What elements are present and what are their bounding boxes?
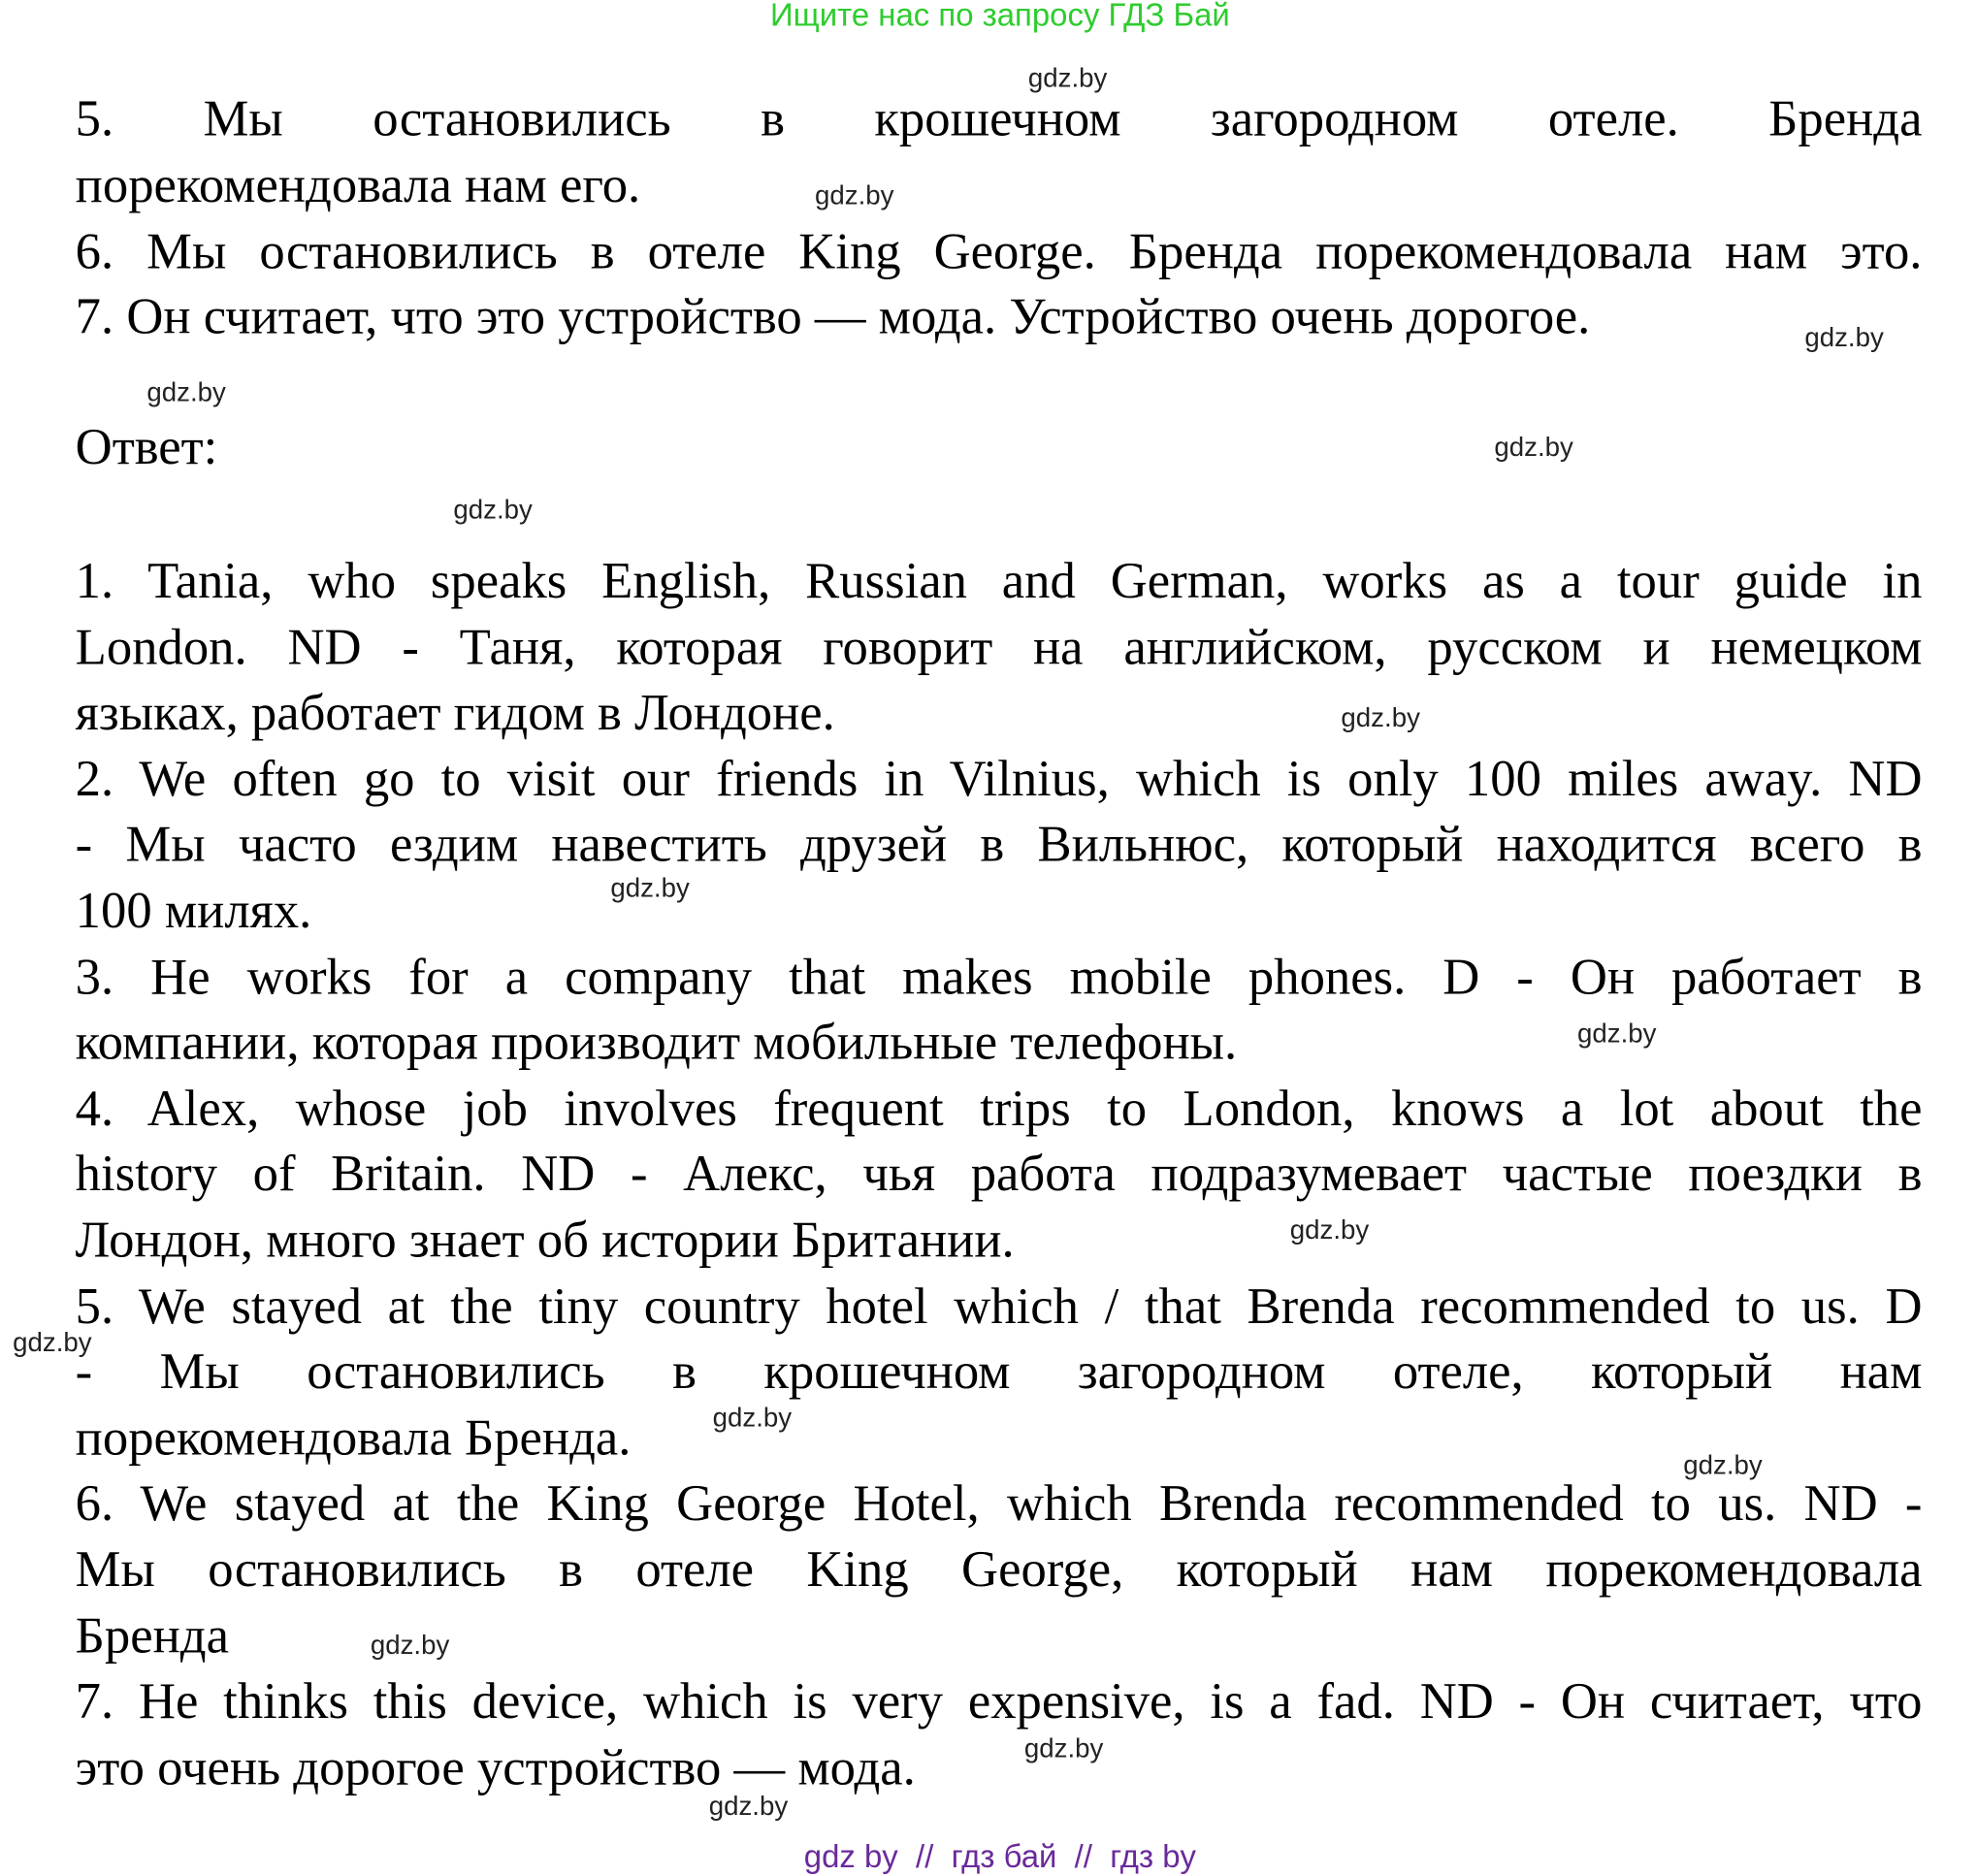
watermark: gdz.by <box>1577 1019 1657 1049</box>
watermark: gdz.by <box>1027 63 1108 94</box>
answer-line: это очень дорогое устройство — мода. <box>75 1737 916 1795</box>
answer-line: 7. He thinks this device, which is very expensive, is a fad. ND - Он считает, что <box>75 1671 1923 1730</box>
answer-line: 6. We stayed at the King George Hotel, which Brenda recommended to us. ND - <box>75 1473 1923 1533</box>
watermark: gdz.by <box>146 377 226 407</box>
watermark: gdz.by <box>1683 1450 1763 1480</box>
watermark: gdz.by <box>610 873 690 903</box>
watermark: gdz.by <box>13 1328 92 1358</box>
answer-line: 100 милях. <box>75 881 312 939</box>
watermark: gdz.by <box>1494 433 1573 463</box>
answer-line: 1. Tania, who speaks English, Russian and German, works as a tour guide in <box>75 551 1923 610</box>
footer-banner: gdz by // гдз бай // гдз by <box>803 1838 1196 1875</box>
answer-heading: Ответ: <box>75 417 218 475</box>
watermark: gdz.by <box>1804 323 1884 353</box>
answer-line: Лондон, много знает об истории Британии. <box>75 1211 1015 1269</box>
task-line: 6. Мы остановились в отеле King George. Бренда порекомендовала нам это. <box>75 222 1923 280</box>
watermark: gdz.by <box>712 1403 793 1434</box>
answer-line: 5. We stayed at the tiny country hotel which / that Brenda recommended to us. D <box>75 1277 1923 1335</box>
answer-line: языках, работает гидом в Лондоне. <box>75 683 835 741</box>
answer-line: порекомендовала Бренда. <box>75 1407 632 1467</box>
answer-line: Бренда <box>75 1605 229 1664</box>
answer-line: history of Britain. ND - Алекс, чья работа подразумевает частые поездки в <box>75 1145 1923 1203</box>
watermark: gdz.by <box>814 180 894 211</box>
answer-line: 4. Alex, whose job involves frequent trips to London, knows a lot about the <box>75 1079 1923 1137</box>
answer-line: 3. He works for a company that makes mobile phones. D - Он работает в <box>75 947 1923 1005</box>
answer-line: Мы остановились в отеле King George, который нам порекомендовала <box>75 1539 1923 1599</box>
watermark: gdz.by <box>1023 1733 1104 1764</box>
watermark: gdz.by <box>1341 703 1420 733</box>
watermark: gdz.by <box>708 1792 789 1822</box>
task-line: 7. Он считает, что это устройство — мода. Устройство очень дорогое. <box>75 287 1591 345</box>
watermark: gdz.by <box>453 495 533 526</box>
answer-line: - Мы остановились в крошечном загородном отеле, который нам <box>75 1342 1923 1401</box>
task-line: 5. Мы остановились в крошечном загородном отеле. Бренда <box>75 89 1923 147</box>
watermark: gdz.by <box>1289 1215 1370 1245</box>
answer-line: 2. We often go to visit our friends in Vilnius, which is only 100 miles away. ND <box>75 749 1923 807</box>
answer-line: London. ND - Таня, которая говорит на английском, русском и немецком <box>75 617 1923 675</box>
watermark: gdz.by <box>370 1631 450 1661</box>
task-line: порекомендовала нам его. <box>75 155 641 213</box>
header-banner: Ищите нас по запросу ГДЗ Бай <box>770 0 1230 34</box>
answer-line: - Мы часто ездим навестить друзей в Вильнюс, который находится всего в <box>75 815 1923 873</box>
answer-line: компании, которая производит мобильные телефоны. <box>75 1013 1238 1071</box>
